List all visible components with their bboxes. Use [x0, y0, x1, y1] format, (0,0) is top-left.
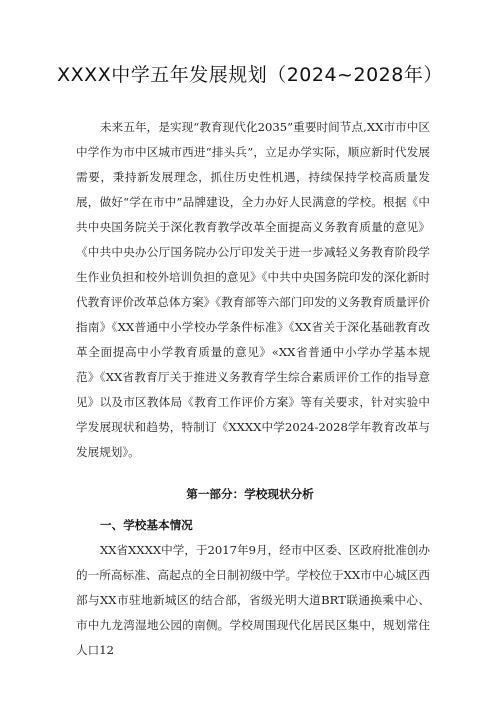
- section-heading: 一、学校基本情况: [100, 518, 193, 532]
- part-heading: 第一部分：学校现状分析: [186, 487, 314, 501]
- document-title: XXXX中学五年发展规划（2024~2028年）: [57, 64, 443, 86]
- intro-paragraph: 未来五年，是实现“教育现代化2035”重要时间节点,XX市市中区中学作为市中区城市西进“排头兵”，立足办学实际，顺应新时代发展需要，秉持新发展理念，抓住历史性机遇，持续保持学校高质量发展，做好“学在市中”品牌建设，全力办好人民满意的学校。根据《中共中央国务院关于深化教育教学改革全面提高义务教育质量的意见》《中共中央办公厅国务院办公厅印发关于进一步减轻义务教育阶段学生作业负担和校外培训负担的意见》《中共中央国务院印发的深化新时代教育评价改革总体方案》《教育部等六部门印发的义务教育质量评价指南》《XX普通中小学校办学条件标准》《XX省关于深化基础教育改革全面提高中小学教育质量的意见》«XX省普通中小学办学基本规范》《XX省教育厅关于推进义务教育学生综合素质评价工作的指导意见》以及市区教体局《教育工作评价方案》等有关要求，针对实验中学发展现状和趋势，特制订《XXXX中学2024-2028学年教育改革与发展规划》。: [76, 120, 430, 459]
- school-info-paragraph: XX省XXXX中学，于2017年9月，经市中区委、区政府批准创办的一所高标准、高起点的全日制初级中学。学校位于XX市中心城区西部与XX市驻地新城区的结合部，省级光明大道BRT联通换乘中心、市中九龙湾湿地公园的南侧。学校周围现代化居民区集中，规划常住人口12: [76, 543, 430, 657]
